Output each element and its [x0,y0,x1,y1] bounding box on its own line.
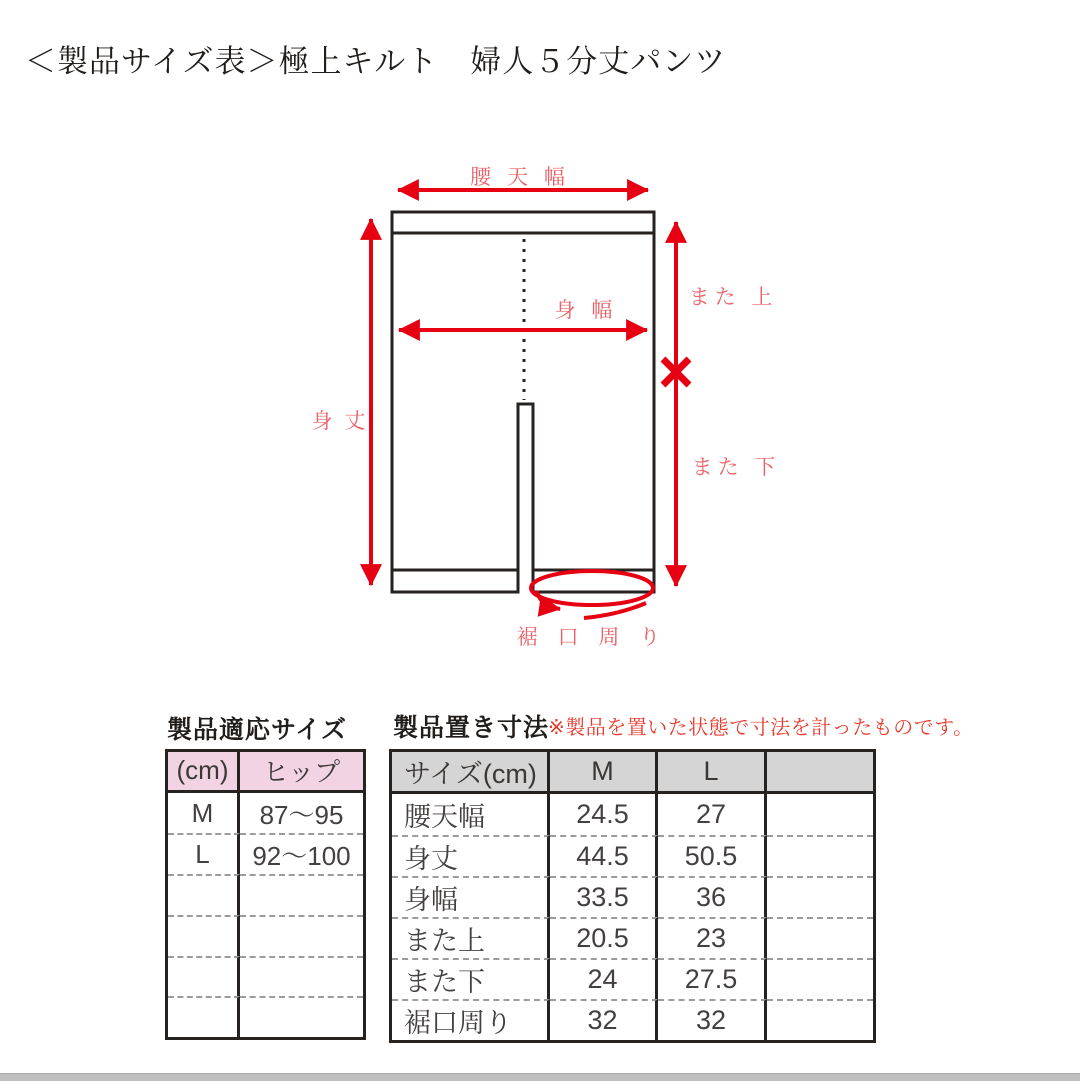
table-cell: 裾口周り [392,999,550,1040]
table-cell: L [168,833,240,874]
fit-table-title: 製品適応サイズ [167,716,348,744]
table-cell [767,917,873,958]
table-cell [767,958,873,999]
table-cell: 32 [658,999,767,1040]
table-cell [767,999,873,1040]
hem-circumference-label: 裾 口 周 り [516,626,668,649]
table-cell: 腰天幅 [392,794,550,835]
table-cell: 24.5 [550,794,658,835]
dimension-table-title: 製品置き寸法 [393,714,550,742]
table-cell [240,956,363,997]
pants-outline [392,212,654,592]
rise-label: また 上 [688,286,778,309]
table-cell [168,915,240,956]
inseam-label: また 下 [691,456,781,479]
fit-table-header-cm: (cm) [168,752,240,793]
table-cell [168,874,240,915]
table-cell: 44.5 [550,835,658,876]
dimension-table-note: ※製品を置いた状態で寸法を計ったものです。 [548,717,974,739]
waist-top-width-label: 腰 天 幅 [470,166,570,189]
dim-header-blank [767,752,873,794]
table-cell: 32 [550,999,658,1040]
fit-table-header-hip: ヒップ [240,752,363,793]
table-cell [168,956,240,997]
table-cell: 20.5 [550,917,658,958]
table-cell: 36 [658,876,767,917]
table-cell: また下 [392,958,550,999]
body-width-label: 身 幅 [554,299,618,322]
table-cell: 92〜100 [240,833,363,874]
body-length-label: 身 丈 [311,410,369,433]
table-cell: 27.5 [658,958,767,999]
dim-header-l: L [658,752,767,794]
table-cell: 87〜95 [259,799,344,830]
page-title: ＜製品サイズ表＞極上キルト 婦人５分丈パンツ [25,44,727,79]
table-cell: 33.5 [550,876,658,917]
table-cell [767,876,873,917]
table-cell [240,874,363,915]
table-cell [240,915,363,956]
dim-header-m: M [550,752,658,794]
table-cell [767,794,873,835]
table-cell [240,996,363,1037]
table-cell: 50.5 [658,835,767,876]
table-cell: 24 [550,958,658,999]
hem-circumference-ellipse [531,571,653,605]
dimension-table [389,749,876,1043]
table-cell [168,996,240,1037]
table-cell: また上 [392,917,550,958]
table-cell: 身幅 [392,876,550,917]
dim-header-size: サイズ(cm) [392,752,550,794]
table-cell [767,835,873,876]
table-cell: M [168,793,240,834]
table-cell: 身丈 [392,835,550,876]
table-cell: 23 [658,917,767,958]
fit-table [165,749,366,1040]
table-cell: 27 [658,794,767,835]
